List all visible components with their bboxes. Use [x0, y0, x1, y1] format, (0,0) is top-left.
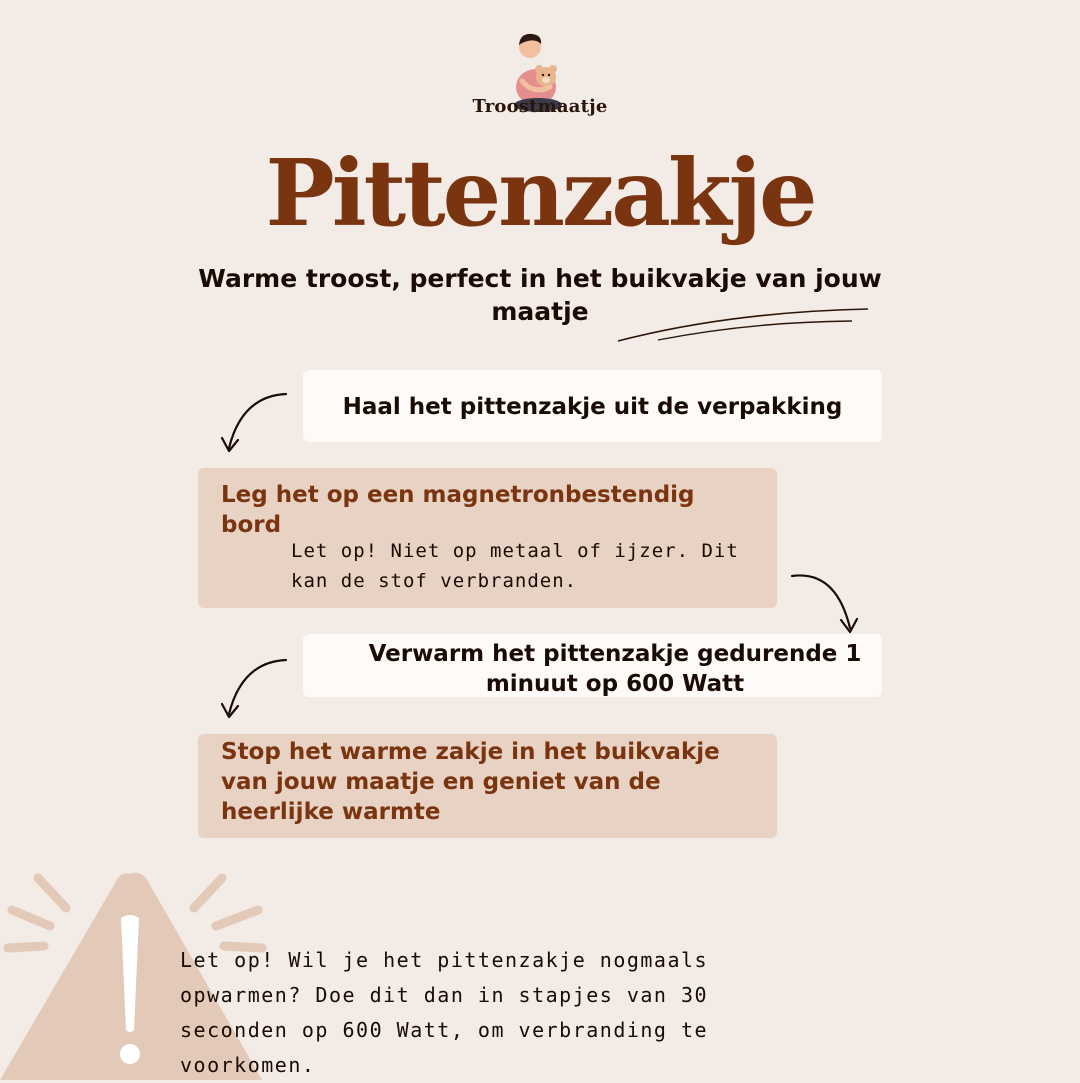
page-title: Pittenzakje: [265, 139, 815, 247]
page-subtitle: Warme troost, perfect in het buikvakje van jouw maatje: [198, 264, 882, 326]
step-1-text: Haal het pittenzakje uit de verpakking: [342, 394, 843, 420]
curved-arrow-icon: [212, 654, 292, 726]
step-3-text: Verwarm het pittenzakje gedurende 1 minuut op 600 Watt: [368, 641, 862, 697]
step-2-note: Let op! Niet op metaal of ijzer. Dit kan de stof verbranden.: [291, 540, 739, 592]
curved-arrow-icon: [786, 566, 866, 638]
swoosh-underline-icon: [610, 300, 880, 350]
curved-arrow-icon: [212, 388, 292, 460]
step-4-text: Stop het warme zakje in het buikvakje van jouw maatje en geniet van de heerlijke warmte: [221, 739, 720, 825]
step-2-text: Leg het op een magnetronbestendig bord: [221, 482, 695, 538]
warning-text: Let op! Wil je het pittenzakje nogmaals opwarmen? Doe dit dan in stapjes van 30 seconden op 600 Watt, om verbranding te voorkomen.: [180, 948, 709, 1077]
brand-name: Troostmaatje: [472, 96, 608, 117]
